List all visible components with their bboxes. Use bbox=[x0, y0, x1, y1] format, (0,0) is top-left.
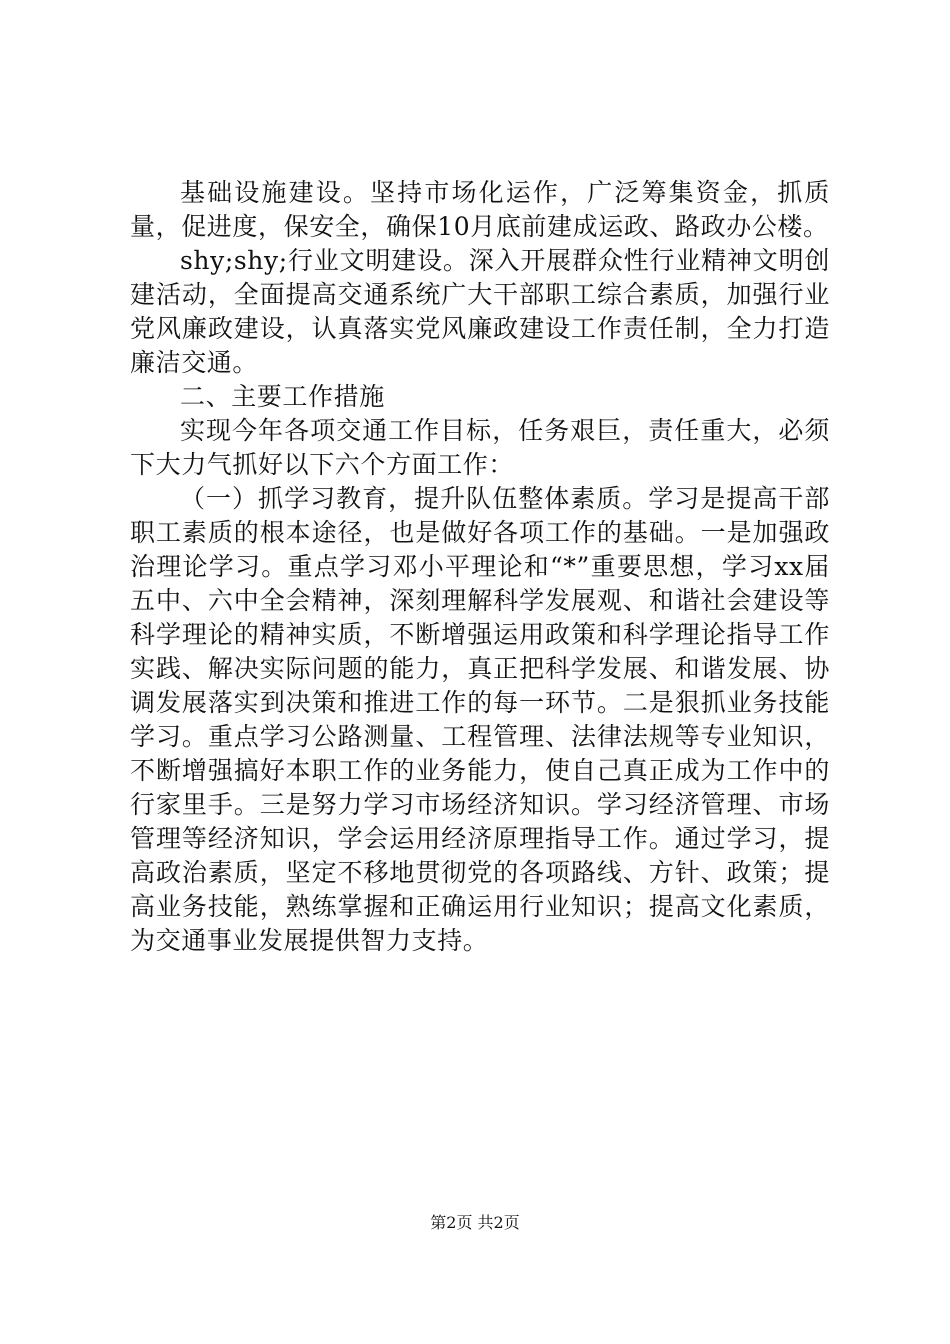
section-heading-measures: 二、主要工作措施 bbox=[180, 382, 385, 411]
paragraph-industry-civilization: shy;shy;行业文明建设。深入开展群众性行业精神文明创建活动，全面提高交通系统广大干部职工综合素质，加强行业党风廉政建设，认真落实党风廉政建设工作责任制，全力打造廉洁交通。 bbox=[130, 246, 830, 377]
paragraph-infrastructure: 基础设施建设。坚持市场化运作，广泛筹集资金，抓质量，促进度，保安全，确保10月底前建成运政、路政办公楼。 bbox=[130, 178, 830, 241]
page-footer: 第2页 共2页 bbox=[430, 1213, 520, 1232]
document-body bbox=[130, 176, 830, 958]
paragraph-study-education: （一）抓学习教育，提升队伍整体素质。学习是提高干部职工素质的根本途径，也是做好各项工作的基础。一是加强政治理论学习。重点学习邓小平理论和“*”重要思想，学习xx届五中、六中全会精神，深刻理解科学发展观、和谐社会建设等科学理论的精神实质，不断增强运用政策和科学理论指导工作实践、解决实际问题的能力，真正把科学发展、和谐发展、协调发展落实到决策和推进工作的每一环节。二是狠抓业务技能学习。重点学习公路测量、工程管理、法律法规等专业知识，不断增强搞好本职工作的业务能力，使自己真正成为工作中的行家里手。三是努力学习市场经济知识。学习经济管理、市场管理等经济知识，学会运用经济原理指导工作。通过学习，提高政治素质，坚定不移地贯彻党的各项路线、方针、政策；提高业务技能，熟练掌握和正确运用行业知识；提高文化素质，为交通事业发展提供智力支持。 bbox=[130, 484, 830, 955]
paragraph-goals: 实现今年各项交通工作目标，任务艰巨，责任重大，必须下大力气抓好以下六个方面工作： bbox=[130, 416, 830, 479]
